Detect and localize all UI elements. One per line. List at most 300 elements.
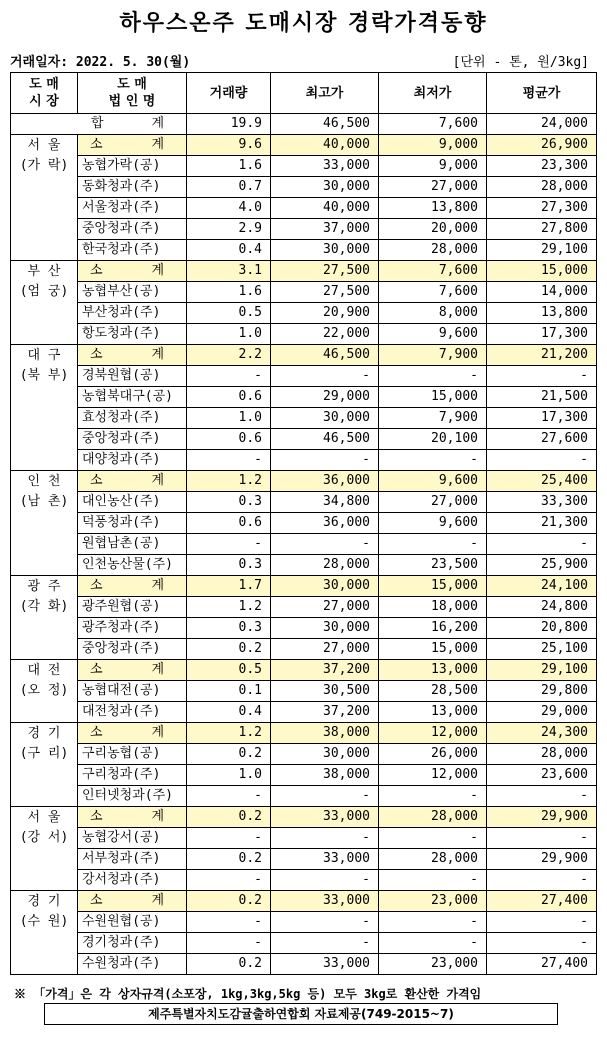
cell-max: 30,500 bbox=[271, 681, 379, 702]
cell-avg: 33,300 bbox=[487, 492, 597, 513]
corp-name: 서부청과(주) bbox=[78, 849, 187, 870]
source-credit: 제주특별자치도감귤출하연합회 자료제공(749-2015~7) bbox=[44, 1003, 558, 1025]
cell-max: 33,000 bbox=[271, 954, 379, 975]
table-row bbox=[11, 765, 597, 786]
cell-max: 22,000 bbox=[271, 324, 379, 345]
cell-avg: 25,100 bbox=[487, 639, 597, 660]
cell-volume: - bbox=[187, 786, 271, 807]
cell-max: 30,000 bbox=[271, 744, 379, 765]
cell-min: 28,000 bbox=[379, 849, 487, 870]
subtotal-label-1: 소 bbox=[90, 809, 103, 824]
table-row bbox=[11, 366, 597, 387]
table-row bbox=[11, 828, 597, 849]
cell-avg: 27,800 bbox=[487, 219, 597, 240]
cell-min: 9,000 bbox=[379, 156, 487, 177]
subtotal-row bbox=[11, 723, 597, 744]
cell-max: - bbox=[271, 933, 379, 954]
region-cell bbox=[11, 723, 78, 807]
cell-volume: 0.3 bbox=[187, 492, 271, 513]
subtotal-max: 38,000 bbox=[271, 723, 379, 744]
cell-avg: 29,800 bbox=[487, 681, 597, 702]
cell-min: - bbox=[379, 786, 487, 807]
header-row bbox=[11, 73, 597, 114]
cell-max: 38,000 bbox=[271, 765, 379, 786]
subtotal-avg: 29,900 bbox=[487, 807, 597, 828]
trade-date: 거래일자: 2022. 5. 30(월) bbox=[10, 55, 191, 70]
cell-max: 40,000 bbox=[271, 198, 379, 219]
subtotal-row bbox=[11, 345, 597, 366]
cell-min: - bbox=[379, 450, 487, 471]
cell-min: - bbox=[379, 870, 487, 891]
corp-name: 원협남촌(공) bbox=[78, 534, 187, 555]
table-row bbox=[11, 429, 597, 450]
subtotal-label-2: 계 bbox=[151, 137, 164, 152]
table-row bbox=[11, 513, 597, 534]
table-row bbox=[11, 408, 597, 429]
cell-min: 18,000 bbox=[379, 597, 487, 618]
subtotal-max: 27,500 bbox=[271, 261, 379, 282]
cell-min: - bbox=[379, 366, 487, 387]
subtotal-label-2: 계 bbox=[151, 809, 164, 824]
table-row bbox=[11, 534, 597, 555]
cell-max: - bbox=[271, 870, 379, 891]
cell-volume: - bbox=[187, 870, 271, 891]
subtotal-label-1: 소 bbox=[90, 662, 103, 677]
subtotal-avg: 25,400 bbox=[487, 471, 597, 492]
header-volume: 거래량 bbox=[187, 73, 271, 114]
region-market: (수 원) bbox=[19, 914, 69, 929]
cell-avg: 21,300 bbox=[487, 513, 597, 534]
subtotal-label bbox=[78, 891, 187, 912]
cell-avg: 27,300 bbox=[487, 198, 597, 219]
corp-name: 농협강서(공) bbox=[78, 828, 187, 849]
cell-avg: - bbox=[487, 786, 597, 807]
cell-volume: 0.6 bbox=[187, 429, 271, 450]
subtotal-volume: 1.2 bbox=[187, 471, 271, 492]
page-title: 하우스온주 도매시장 경락가격동향 bbox=[119, 11, 488, 36]
subtotal-max: 40,000 bbox=[271, 135, 379, 156]
cell-max: 29,000 bbox=[271, 387, 379, 408]
cell-min: 28,500 bbox=[379, 681, 487, 702]
subtotal-row bbox=[11, 807, 597, 828]
cell-max: 37,200 bbox=[271, 702, 379, 723]
table-row bbox=[11, 198, 597, 219]
cell-max: 34,800 bbox=[271, 492, 379, 513]
table-row bbox=[11, 744, 597, 765]
unit-label: [단위 - 톤, 원/3kg] bbox=[452, 55, 589, 70]
cell-max: 37,000 bbox=[271, 219, 379, 240]
cell-volume: 0.7 bbox=[187, 177, 271, 198]
cell-avg: 21,500 bbox=[487, 387, 597, 408]
cell-volume: 0.6 bbox=[187, 513, 271, 534]
cell-min: 7,900 bbox=[379, 408, 487, 429]
cell-avg: - bbox=[487, 366, 597, 387]
corp-name: 효성청과(주) bbox=[78, 408, 187, 429]
subtotal-label-2: 계 bbox=[151, 725, 164, 740]
region-name: 부 산 bbox=[27, 264, 61, 279]
header-corp: 도 매 법 인 명 bbox=[78, 73, 187, 114]
cell-avg: 29,000 bbox=[487, 702, 597, 723]
corp-name: 항도청과(주) bbox=[78, 324, 187, 345]
cell-min: 20,100 bbox=[379, 429, 487, 450]
cell-min: 16,200 bbox=[379, 618, 487, 639]
cell-min: 15,000 bbox=[379, 639, 487, 660]
subtotal-volume: 0.2 bbox=[187, 807, 271, 828]
subtotal-label-2: 계 bbox=[151, 578, 164, 593]
subtotal-label bbox=[78, 576, 187, 597]
region-market: (엄 궁) bbox=[19, 284, 69, 299]
table-row bbox=[11, 681, 597, 702]
total-max: 46,500 bbox=[271, 114, 379, 135]
corp-name: 경기청과(주) bbox=[78, 933, 187, 954]
corp-name: 인천농산물(주) bbox=[78, 555, 187, 576]
corp-name: 농협북대구(공) bbox=[78, 387, 187, 408]
cell-min: - bbox=[379, 933, 487, 954]
corp-name: 동화청과(주) bbox=[78, 177, 187, 198]
cell-min: 9,600 bbox=[379, 513, 487, 534]
total-row bbox=[11, 114, 597, 135]
cell-max: 27,000 bbox=[271, 639, 379, 660]
cell-max: 46,500 bbox=[271, 429, 379, 450]
subtotal-label-2: 계 bbox=[151, 263, 164, 278]
corp-name: 인터넷청과(주) bbox=[78, 786, 187, 807]
cell-volume: 0.3 bbox=[187, 555, 271, 576]
table-row bbox=[11, 156, 597, 177]
header-market: 도 매 시 장 bbox=[11, 73, 78, 114]
cell-volume: - bbox=[187, 366, 271, 387]
cell-volume: 0.5 bbox=[187, 303, 271, 324]
region-market: (북 부) bbox=[19, 368, 69, 383]
subtotal-label-2: 계 bbox=[151, 347, 164, 362]
corp-name: 중앙청과(주) bbox=[78, 429, 187, 450]
table-row bbox=[11, 597, 597, 618]
subtotal-avg: 26,900 bbox=[487, 135, 597, 156]
cell-avg: 23,600 bbox=[487, 765, 597, 786]
cell-avg: - bbox=[487, 450, 597, 471]
subtotal-label-2: 계 bbox=[151, 473, 164, 488]
subtotal-label bbox=[78, 345, 187, 366]
cell-max: - bbox=[271, 912, 379, 933]
subtotal-min: 28,000 bbox=[379, 807, 487, 828]
region-name: 광 주 bbox=[27, 579, 61, 594]
cell-max: 28,000 bbox=[271, 555, 379, 576]
subtotal-label bbox=[78, 261, 187, 282]
cell-avg: 27,400 bbox=[487, 954, 597, 975]
corp-name: 수원청과(주) bbox=[78, 954, 187, 975]
cell-volume: 0.3 bbox=[187, 618, 271, 639]
subtotal-row bbox=[11, 135, 597, 156]
cell-max: 30,000 bbox=[271, 240, 379, 261]
cell-max: 27,500 bbox=[271, 282, 379, 303]
subtotal-min: 9,000 bbox=[379, 135, 487, 156]
cell-max: 27,000 bbox=[271, 597, 379, 618]
subtotal-max: 36,000 bbox=[271, 471, 379, 492]
corp-name: 덕풍청과(주) bbox=[78, 513, 187, 534]
subtotal-min: 15,000 bbox=[379, 576, 487, 597]
cell-max: - bbox=[271, 450, 379, 471]
cell-avg: 28,000 bbox=[487, 744, 597, 765]
region-cell bbox=[11, 576, 78, 660]
table-row bbox=[11, 450, 597, 471]
total-avg: 24,000 bbox=[487, 114, 597, 135]
cell-volume: 2.9 bbox=[187, 219, 271, 240]
subtotal-avg: 21,200 bbox=[487, 345, 597, 366]
cell-avg: 20,800 bbox=[487, 618, 597, 639]
table-row bbox=[11, 177, 597, 198]
region-market: (강 서) bbox=[19, 830, 69, 845]
region-name: 서 울 bbox=[27, 138, 61, 153]
corp-name: 광주원협(공) bbox=[78, 597, 187, 618]
subtotal-row bbox=[11, 471, 597, 492]
cell-avg: - bbox=[487, 870, 597, 891]
table-row bbox=[11, 912, 597, 933]
cell-avg: 29,900 bbox=[487, 849, 597, 870]
region-name: 대 구 bbox=[27, 348, 61, 363]
subtotal-min: 7,900 bbox=[379, 345, 487, 366]
header-min: 최저가 bbox=[379, 73, 487, 114]
corp-name: 구리농협(공) bbox=[78, 744, 187, 765]
table-row bbox=[11, 639, 597, 660]
region-cell bbox=[11, 471, 78, 576]
table-row bbox=[11, 849, 597, 870]
cell-avg: 17,300 bbox=[487, 408, 597, 429]
subtotal-label-2: 계 bbox=[151, 893, 164, 908]
region-cell bbox=[11, 660, 78, 723]
region-name: 경 기 bbox=[27, 726, 61, 741]
cell-volume: 1.2 bbox=[187, 597, 271, 618]
cell-volume: 1.6 bbox=[187, 156, 271, 177]
cell-volume: 0.2 bbox=[187, 639, 271, 660]
cell-min: 27,000 bbox=[379, 492, 487, 513]
corp-name: 구리청과(주) bbox=[78, 765, 187, 786]
subtotal-min: 9,600 bbox=[379, 471, 487, 492]
region-market: (가 락) bbox=[19, 158, 69, 173]
cell-avg: 23,300 bbox=[487, 156, 597, 177]
region-market: (각 화) bbox=[19, 599, 69, 614]
subtotal-volume: 2.2 bbox=[187, 345, 271, 366]
region-market: (오 정) bbox=[19, 683, 69, 698]
cell-min: 7,600 bbox=[379, 282, 487, 303]
region-market: (남 촌) bbox=[19, 494, 69, 509]
footnote: ※ 「가격」은 각 상자규격(소포장, 1kg,3kg,5kg 등) 모두 3kg로 환산한 가격임 bbox=[14, 987, 482, 1001]
cell-max: 20,900 bbox=[271, 303, 379, 324]
cell-min: - bbox=[379, 534, 487, 555]
region-cell bbox=[11, 261, 78, 345]
cell-volume: 0.1 bbox=[187, 681, 271, 702]
corp-name: 부산청과(주) bbox=[78, 303, 187, 324]
cell-max: - bbox=[271, 366, 379, 387]
cell-max: - bbox=[271, 534, 379, 555]
subtotal-label bbox=[78, 660, 187, 681]
cell-volume: 0.2 bbox=[187, 744, 271, 765]
cell-avg: - bbox=[487, 534, 597, 555]
subtotal-volume: 3.1 bbox=[187, 261, 271, 282]
cell-volume: 1.6 bbox=[187, 282, 271, 303]
subtotal-max: 33,000 bbox=[271, 891, 379, 912]
corp-name: 강서청과(주) bbox=[78, 870, 187, 891]
table-row bbox=[11, 870, 597, 891]
subtotal-min: 7,600 bbox=[379, 261, 487, 282]
cell-min: 9,600 bbox=[379, 324, 487, 345]
subtotal-volume: 0.5 bbox=[187, 660, 271, 681]
cell-max: 30,000 bbox=[271, 618, 379, 639]
corp-name: 중앙청과(주) bbox=[78, 219, 187, 240]
cell-volume: - bbox=[187, 828, 271, 849]
cell-avg: 24,800 bbox=[487, 597, 597, 618]
corp-name: 농협부산(공) bbox=[78, 282, 187, 303]
subtotal-label bbox=[78, 807, 187, 828]
subtotal-row bbox=[11, 660, 597, 681]
total-min: 7,600 bbox=[379, 114, 487, 135]
region-name: 경 기 bbox=[27, 894, 61, 909]
cell-max: 30,000 bbox=[271, 177, 379, 198]
subtotal-label bbox=[78, 471, 187, 492]
subtotal-avg: 27,400 bbox=[487, 891, 597, 912]
subtotal-label-1: 소 bbox=[90, 137, 103, 152]
region-name: 대 전 bbox=[27, 663, 61, 678]
table-row bbox=[11, 933, 597, 954]
cell-volume: 1.0 bbox=[187, 765, 271, 786]
region-cell bbox=[11, 345, 78, 471]
subtotal-label-1: 소 bbox=[90, 473, 103, 488]
cell-volume: 1.0 bbox=[187, 324, 271, 345]
cell-avg: 25,900 bbox=[487, 555, 597, 576]
cell-avg: 13,800 bbox=[487, 303, 597, 324]
subtotal-label-1: 소 bbox=[90, 578, 103, 593]
cell-volume: 0.2 bbox=[187, 954, 271, 975]
table-row bbox=[11, 492, 597, 513]
corp-name: 한국청과(주) bbox=[78, 240, 187, 261]
region-name: 인 천 bbox=[27, 474, 61, 489]
cell-volume: 1.0 bbox=[187, 408, 271, 429]
cell-min: 23,500 bbox=[379, 555, 487, 576]
subtotal-label bbox=[78, 135, 187, 156]
price-table bbox=[10, 72, 597, 975]
cell-avg: - bbox=[487, 828, 597, 849]
cell-volume: 0.4 bbox=[187, 702, 271, 723]
cell-min: 28,000 bbox=[379, 240, 487, 261]
header-avg: 평균가 bbox=[487, 73, 597, 114]
subtotal-label-1: 소 bbox=[90, 347, 103, 362]
region-cell bbox=[11, 135, 78, 261]
cell-max: 33,000 bbox=[271, 156, 379, 177]
subtotal-avg: 24,300 bbox=[487, 723, 597, 744]
cell-avg: 27,600 bbox=[487, 429, 597, 450]
cell-avg: 29,100 bbox=[487, 240, 597, 261]
header-max: 최고가 bbox=[271, 73, 379, 114]
table-row bbox=[11, 240, 597, 261]
cell-max: - bbox=[271, 786, 379, 807]
table-row bbox=[11, 954, 597, 975]
cell-min: 8,000 bbox=[379, 303, 487, 324]
subtotal-avg: 24,100 bbox=[487, 576, 597, 597]
cell-min: - bbox=[379, 912, 487, 933]
corp-name: 대전청과(주) bbox=[78, 702, 187, 723]
cell-avg: - bbox=[487, 933, 597, 954]
subtotal-row bbox=[11, 261, 597, 282]
subtotal-label-2: 계 bbox=[151, 662, 164, 677]
subtotal-volume: 0.2 bbox=[187, 891, 271, 912]
subtotal-label bbox=[78, 723, 187, 744]
cell-min: 13,000 bbox=[379, 702, 487, 723]
cell-volume: 0.6 bbox=[187, 387, 271, 408]
cell-max: 30,000 bbox=[271, 408, 379, 429]
cell-avg: 17,300 bbox=[487, 324, 597, 345]
cell-min: 13,800 bbox=[379, 198, 487, 219]
cell-min: 12,000 bbox=[379, 765, 487, 786]
region-cell bbox=[11, 891, 78, 975]
cell-min: - bbox=[379, 828, 487, 849]
corp-name: 광주청과(주) bbox=[78, 618, 187, 639]
cell-volume: 4.0 bbox=[187, 198, 271, 219]
region-cell bbox=[11, 807, 78, 891]
cell-avg: - bbox=[487, 912, 597, 933]
cell-volume: - bbox=[187, 933, 271, 954]
subtotal-max: 33,000 bbox=[271, 807, 379, 828]
table-row bbox=[11, 219, 597, 240]
region-name: 서 울 bbox=[27, 810, 61, 825]
corp-name: 중앙청과(주) bbox=[78, 639, 187, 660]
subtotal-volume: 9.6 bbox=[187, 135, 271, 156]
subtotal-row bbox=[11, 891, 597, 912]
subtotal-volume: 1.2 bbox=[187, 723, 271, 744]
table-row bbox=[11, 702, 597, 723]
region-market: (구 리) bbox=[19, 746, 69, 761]
corp-name: 서울청과(주) bbox=[78, 198, 187, 219]
table-row bbox=[11, 786, 597, 807]
cell-max: 36,000 bbox=[271, 513, 379, 534]
cell-max: - bbox=[271, 828, 379, 849]
cell-min: 20,000 bbox=[379, 219, 487, 240]
subtotal-max: 37,200 bbox=[271, 660, 379, 681]
subtotal-min: 13,000 bbox=[379, 660, 487, 681]
cell-avg: 28,000 bbox=[487, 177, 597, 198]
subtotal-label-1: 소 bbox=[90, 725, 103, 740]
corp-name: 농협대전(공) bbox=[78, 681, 187, 702]
cell-min: 23,000 bbox=[379, 954, 487, 975]
subtotal-label-1: 소 bbox=[90, 263, 103, 278]
table-row bbox=[11, 282, 597, 303]
cell-min: 26,000 bbox=[379, 744, 487, 765]
table-row bbox=[11, 303, 597, 324]
cell-volume: - bbox=[187, 534, 271, 555]
corp-name: 경북원협(공) bbox=[78, 366, 187, 387]
table-row bbox=[11, 387, 597, 408]
subtotal-max: 46,500 bbox=[271, 345, 379, 366]
cell-volume: - bbox=[187, 912, 271, 933]
table-row bbox=[11, 555, 597, 576]
subtotal-volume: 1.7 bbox=[187, 576, 271, 597]
corp-name: 농협가락(공) bbox=[78, 156, 187, 177]
subtotal-min: 23,000 bbox=[379, 891, 487, 912]
subtotal-row bbox=[11, 576, 597, 597]
cell-avg: 14,000 bbox=[487, 282, 597, 303]
cell-volume: 0.4 bbox=[187, 240, 271, 261]
table-row bbox=[11, 618, 597, 639]
subtotal-avg: 29,100 bbox=[487, 660, 597, 681]
subtotal-min: 12,000 bbox=[379, 723, 487, 744]
subtotal-label-1: 소 bbox=[90, 893, 103, 908]
cell-volume: 0.2 bbox=[187, 849, 271, 870]
cell-min: 15,000 bbox=[379, 387, 487, 408]
cell-max: 33,000 bbox=[271, 849, 379, 870]
total-label: 합 계 bbox=[11, 114, 187, 135]
cell-volume: - bbox=[187, 450, 271, 471]
corp-name: 수원원협(공) bbox=[78, 912, 187, 933]
subtotal-max: 30,000 bbox=[271, 576, 379, 597]
total-volume: 19.9 bbox=[187, 114, 271, 135]
table-row bbox=[11, 324, 597, 345]
